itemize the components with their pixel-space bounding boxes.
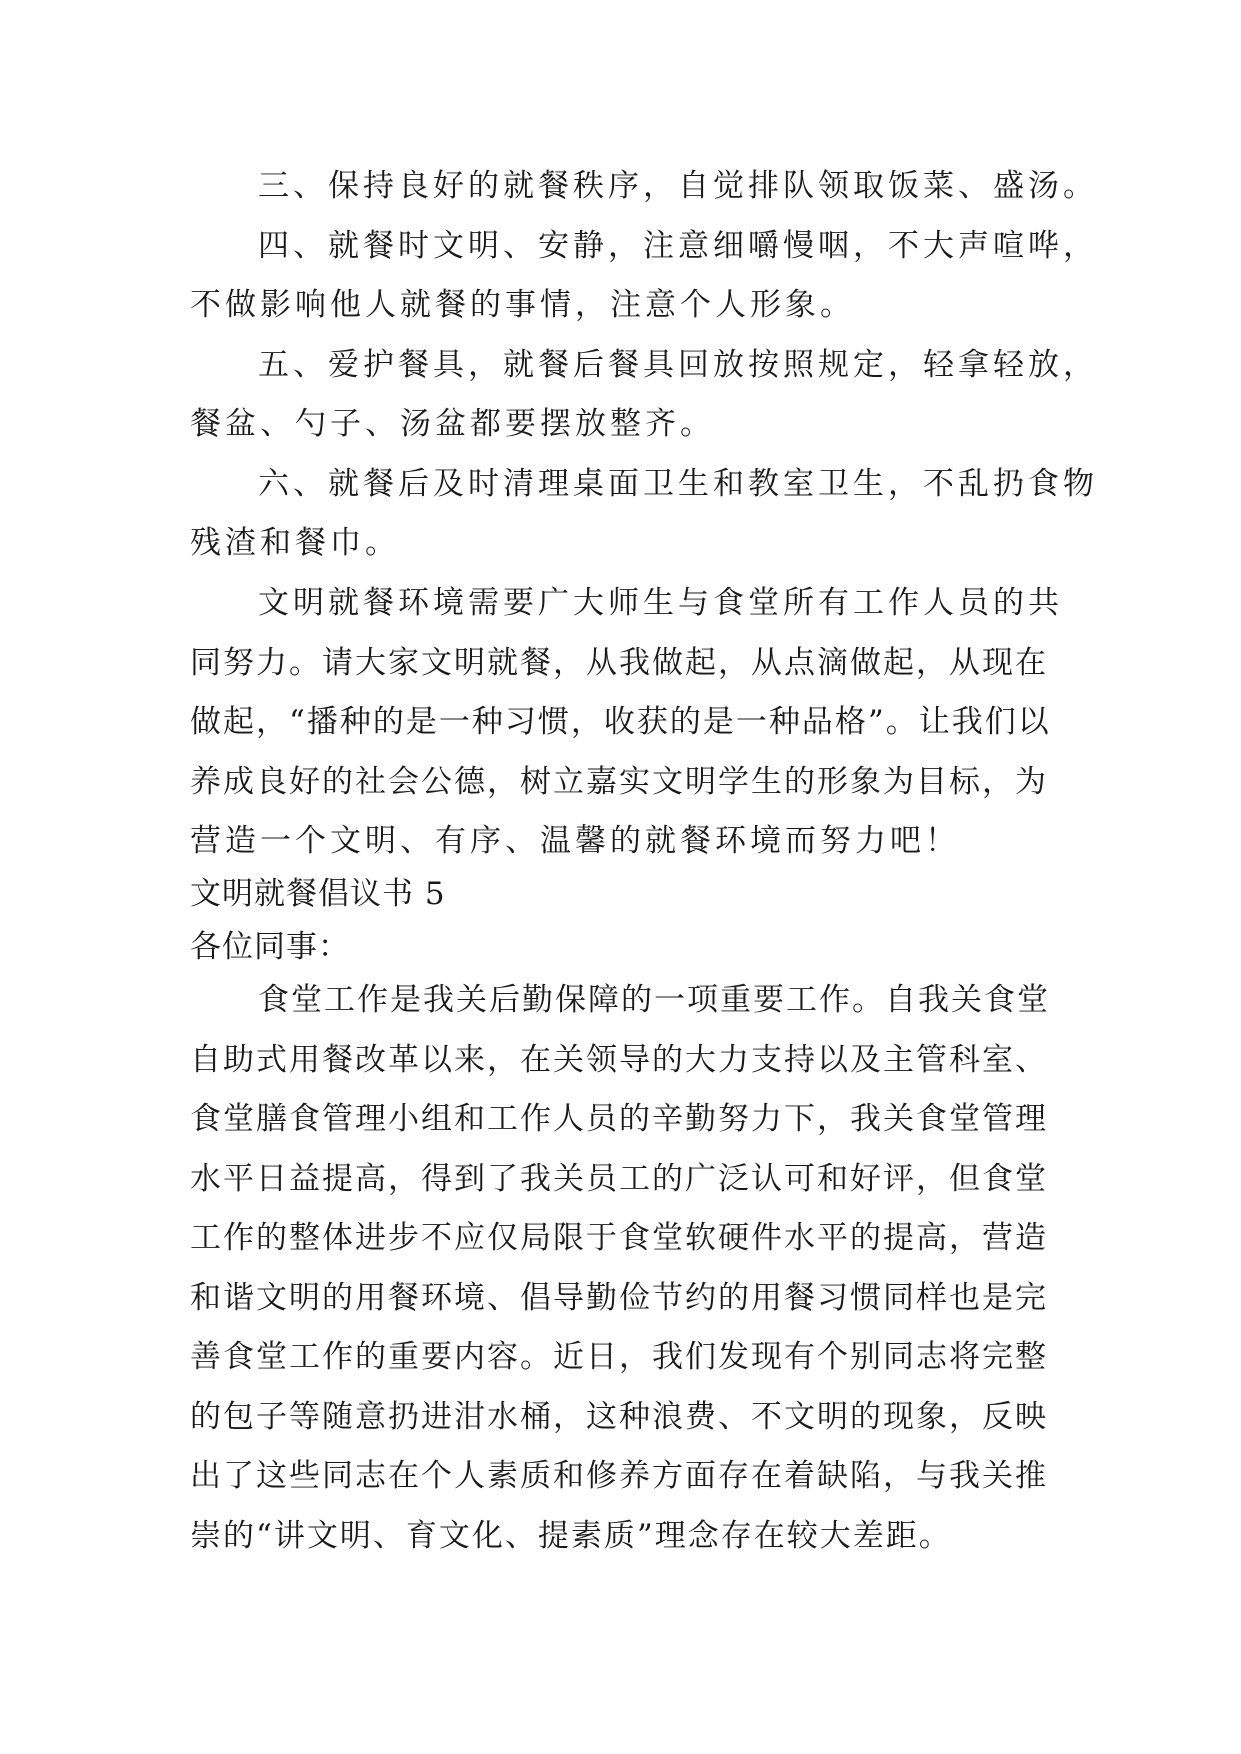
- paragraph-line: 餐盆、勺子、汤盆都要摆放整齐。: [190, 406, 715, 442]
- paragraph-line: 出了这些同志在个人素质和修养方面存在着缺陷，与我关推: [190, 1458, 1048, 1494]
- paragraph-line: 同努力。请大家文明就餐，从我做起，从点滴做起，从现在: [190, 645, 1048, 681]
- paragraph-line: 六、就餐后及时清理桌面卫生和教室卫生，不乱扔食物: [258, 466, 1098, 502]
- paragraph-line: 和谐文明的用餐环境、倡导勤俭节约的用餐习惯同样也是完: [190, 1280, 1048, 1316]
- paragraph-line: 三、保持良好的就餐秩序，自觉排队领取饭菜、盛汤。: [258, 168, 1098, 204]
- paragraph-line: 文明就餐环境需要广大师生与食堂所有工作人员的共: [258, 585, 1063, 621]
- section-title: 文明就餐倡议书 5: [190, 876, 446, 912]
- paragraph-line: 食堂工作是我关后勤保障的一项重要工作。自我关食堂: [258, 982, 1050, 1018]
- paragraph-line: 残渣和餐巾。: [190, 525, 400, 561]
- paragraph-line: 善食堂工作的重要内容。近日，我们发现有个别同志将完整: [190, 1339, 1048, 1375]
- paragraph-line: 的包子等随意扔进泔水桶，这种浪费、不文明的现象，反映: [190, 1399, 1048, 1435]
- paragraph-line: 四、就餐时文明、安静，注意细嚼慢咽，不大声喧哗，: [258, 228, 1098, 264]
- salutation: 各位同事：: [190, 929, 350, 965]
- paragraph-line: 养成良好的社会公德，树立嘉实文明学生的形象为目标，为: [190, 764, 1048, 800]
- paragraph-line: 自助式用餐改革以来，在关领导的大力支持以及主管科室、: [190, 1042, 1048, 1078]
- paragraph-line: 工作的整体进步不应仅局限于食堂软硬件水平的提高，营造: [190, 1220, 1048, 1256]
- paragraph-line: 水平日益提高，得到了我关员工的广泛认可和好评，但食堂: [190, 1161, 1048, 1197]
- paragraph-line: 营造一个文明、有序、温馨的就餐环境而努力吧！: [190, 823, 960, 859]
- paragraph-line: 不做影响他人就餐的事情，注意个人形象。: [190, 287, 855, 323]
- paragraph-line: 五、爱护餐具，就餐后餐具回放按照规定，轻拿轻放，: [258, 347, 1098, 383]
- paragraph-line: 崇的“讲文明、育文化、提素质”理念存在较大差距。: [190, 1518, 952, 1554]
- paragraph-line: 做起，“播种的是一种习惯，收获的是一种品格”。让我们以: [190, 704, 1051, 740]
- paragraph-line: 食堂膳食管理小组和工作人员的辛勤努力下，我关食堂管理: [190, 1101, 1048, 1137]
